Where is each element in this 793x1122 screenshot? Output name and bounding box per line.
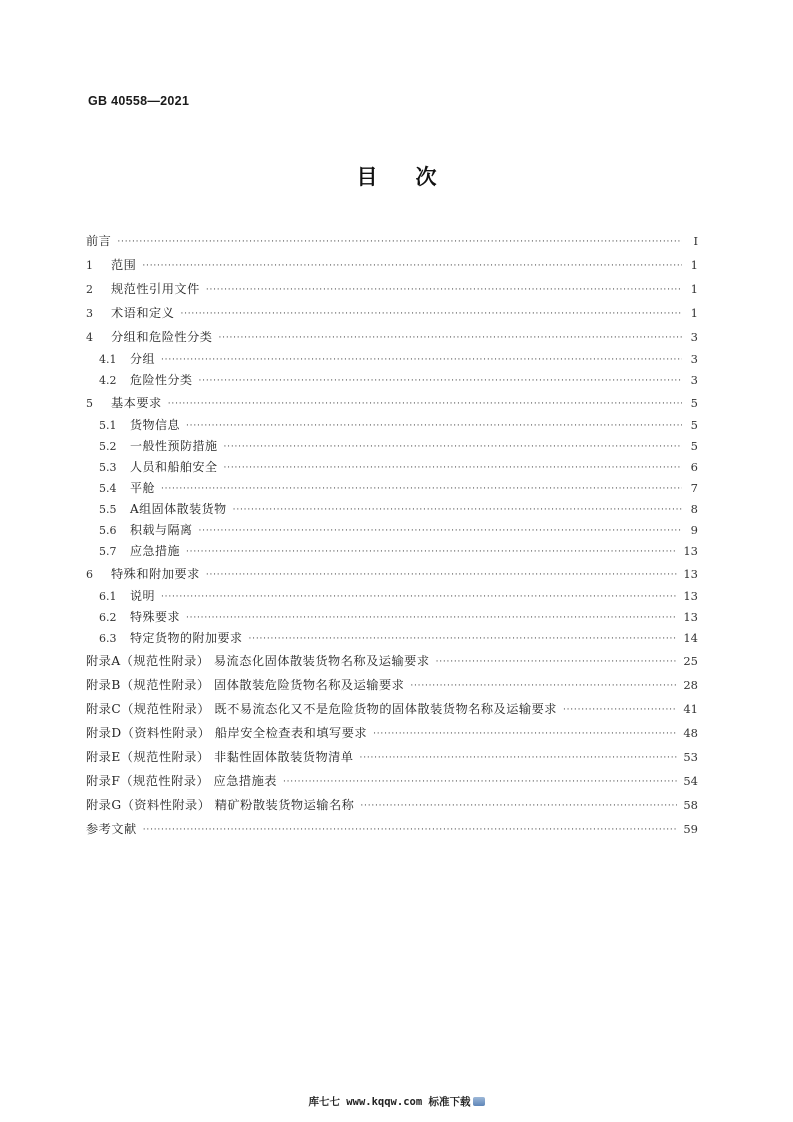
toc-entry-page: 13 [683,544,698,558]
toc-entry-page: 28 [683,678,698,692]
toc-leader-dots [180,302,682,326]
toc-entry[interactable] [86,673,698,697]
toc-entry-number: 5.2 [99,440,117,453]
toc-entry-page: 7 [690,481,698,495]
toc-leader-dots [161,479,682,500]
footer-text: 库七七 www.kqqw.com 标准下载 [308,1096,471,1108]
toc-leader-dots [563,698,677,722]
toc-entry-label: 附录E（规范性附录） 非黏性固体散装货物清单 [86,750,354,764]
toc-entry-number: 5.6 [99,524,117,537]
toc-entry-page: 3 [690,330,698,344]
toc-entry-page: 1 [690,258,698,272]
toc-entry-number: 1 [86,259,93,272]
toc-entry-label: 特殊要求 [130,610,181,624]
toc-leader-dots [373,722,677,746]
toc-entry-page: Ⅰ [693,234,698,248]
toc-entry-page: 53 [683,750,698,764]
toc-entry-label: 特殊和附加要求 [111,567,200,581]
toc-entry-label: 附录C（规范性附录） 既不易流态化又不是危险货物的固体散装货物名称及运输要求 [86,702,557,716]
toc-entry-label: 附录D（资料性附录） 船岸安全检查表和填写要求 [86,726,368,740]
toc-leader-dots [186,416,682,437]
toc-entry[interactable] [86,499,698,520]
toc-entry-number: 6.3 [99,632,117,645]
toc-entry-label: 特定货物的附加要求 [130,631,243,645]
toc-entry-label: 人员和船舶安全 [130,460,218,474]
toc-entry[interactable] [86,745,698,769]
toc-leader-dots [143,818,678,842]
toc-entry[interactable] [86,793,698,817]
toc-entry-page: 1 [690,282,698,296]
toc-entry-page: 13 [683,567,698,581]
toc-entry-page: 14 [683,631,698,645]
toc-entry-label: 货物信息 [130,418,181,432]
toc-leader-dots [360,746,678,770]
toc-entry[interactable] [86,457,698,478]
toc-entry-label: 说明 [130,589,156,603]
toc-entry[interactable] [86,721,698,745]
toc-entry-page: 54 [683,774,698,788]
toc-entry[interactable] [86,370,698,391]
toc-leader-dots [219,326,683,350]
toc-entry-page: 25 [683,654,698,668]
toc-leader-dots [249,629,678,650]
toc-entry-label: 附录A（规范性附录） 易流态化固体散装货物名称及运输要求 [86,654,430,668]
toc-entry[interactable] [86,628,698,649]
toc-entry-number: 4.1 [99,353,117,366]
toc-leader-dots [199,521,682,542]
toc-entry-page: 13 [683,610,698,624]
toc-entry-label: 平舱 [130,481,156,495]
toc-leader-dots [142,254,682,278]
toc-leader-dots [436,650,678,674]
toc-entry-page: 41 [683,702,698,716]
toc-entry-label: 附录F（规范性附录） 应急措施表 [86,774,277,788]
toc-entry-number: 3 [86,307,93,320]
toc-entry-label: 范围 [111,258,137,272]
toc-entry-page: 5 [690,439,698,453]
toc-leader-dots [206,563,678,587]
toc-leader-dots [410,674,677,698]
toc-entry-page: 13 [683,589,698,603]
toc-entry-page: 9 [690,523,698,537]
toc-entry[interactable] [86,520,698,541]
toc-entry-label: 危险性分类 [130,373,193,387]
toc-entry-number: 6.1 [99,590,117,603]
footer [0,1094,793,1109]
toc-entry-number: 5.7 [99,545,117,558]
toc-entry-label: 一般性预防措施 [130,439,218,453]
table-of-contents [86,229,698,841]
toc-entry-label: 参考文献 [86,822,137,836]
toc-entry[interactable] [86,325,698,349]
toc-entry-page: 59 [683,822,698,836]
toc-entry-number: 4 [86,331,93,344]
toc-entry[interactable] [86,478,698,499]
toc-entry-number: 5 [86,397,93,410]
toc-entry[interactable] [86,436,698,457]
toc-leader-dots [360,794,677,818]
toc-leader-dots [206,278,682,302]
toc-leader-dots [168,392,682,416]
toc-entry-number: 6 [86,568,93,581]
toc-leader-dots [117,230,682,254]
toc-entry[interactable] [86,607,698,628]
toc-entry-number: 6.2 [99,611,117,624]
toc-entry-label: 应急措施 [130,544,181,558]
toc-entry-page: 8 [690,502,698,516]
toc-entry[interactable] [86,229,698,253]
toc-entry-page: 3 [690,373,698,387]
toc-entry-label: 基本要求 [111,396,162,410]
toc-leader-dots [199,371,682,392]
toc-entry[interactable] [86,769,698,793]
toc-entry[interactable] [86,391,698,415]
toc-entry[interactable] [86,562,698,586]
toc-entry[interactable] [86,415,698,436]
toc-entry-number: 5.5 [99,503,117,516]
toc-entry[interactable] [86,349,698,370]
toc-entry-number: 5.1 [99,419,117,432]
toc-entry-page: 6 [690,460,698,474]
toc-entry-label: 附录B（规范性附录） 固体散装危险货物名称及运输要求 [86,678,405,692]
toc-entry-label: 积载与隔离 [130,523,193,537]
download-logo-icon [473,1097,485,1106]
toc-entry[interactable] [86,817,698,841]
page-title: 目次 [356,165,475,189]
toc-entry[interactable] [86,649,698,673]
toc-entry-number: 2 [86,283,93,296]
toc-entry-number: 4.2 [99,374,117,387]
toc-entry[interactable] [86,301,698,325]
toc-leader-dots [224,437,682,458]
toc-entry-label: 规范性引用文件 [111,282,200,296]
toc-leader-dots [224,458,682,479]
toc-leader-dots [186,542,677,563]
toc-entry-label: 附录G（资料性附录） 精矿粉散装货物运输名称 [86,798,355,812]
toc-leader-dots [186,608,677,629]
toc-entry-page: 5 [690,418,698,432]
toc-entry-label: 分组和危险性分类 [111,330,213,344]
toc-entry[interactable] [86,697,698,721]
toc-leader-dots [233,500,682,521]
toc-entry[interactable] [86,277,698,301]
toc-entry-page: 5 [690,396,698,410]
toc-entry[interactable] [86,541,698,562]
toc-entry-label: 前言 [86,234,112,248]
toc-entry-page: 3 [690,352,698,366]
toc-leader-dots [283,770,677,794]
toc-entry-label: 分组 [130,352,156,366]
toc-entry-label: 术语和定义 [111,306,175,320]
toc-entry[interactable] [86,253,698,277]
toc-entry-number: 5.3 [99,461,117,474]
toc-leader-dots [161,587,677,608]
toc-entry[interactable] [86,586,698,607]
toc-entry-number: 5.4 [99,482,117,495]
toc-leader-dots [161,350,682,371]
standard-code: GB 40558—2021 [88,94,190,108]
toc-entry-page: 1 [690,306,698,320]
toc-entry-page: 58 [683,798,698,812]
toc-entry-label: A组固体散装货物 [130,502,227,516]
toc-entry-page: 48 [683,726,698,740]
